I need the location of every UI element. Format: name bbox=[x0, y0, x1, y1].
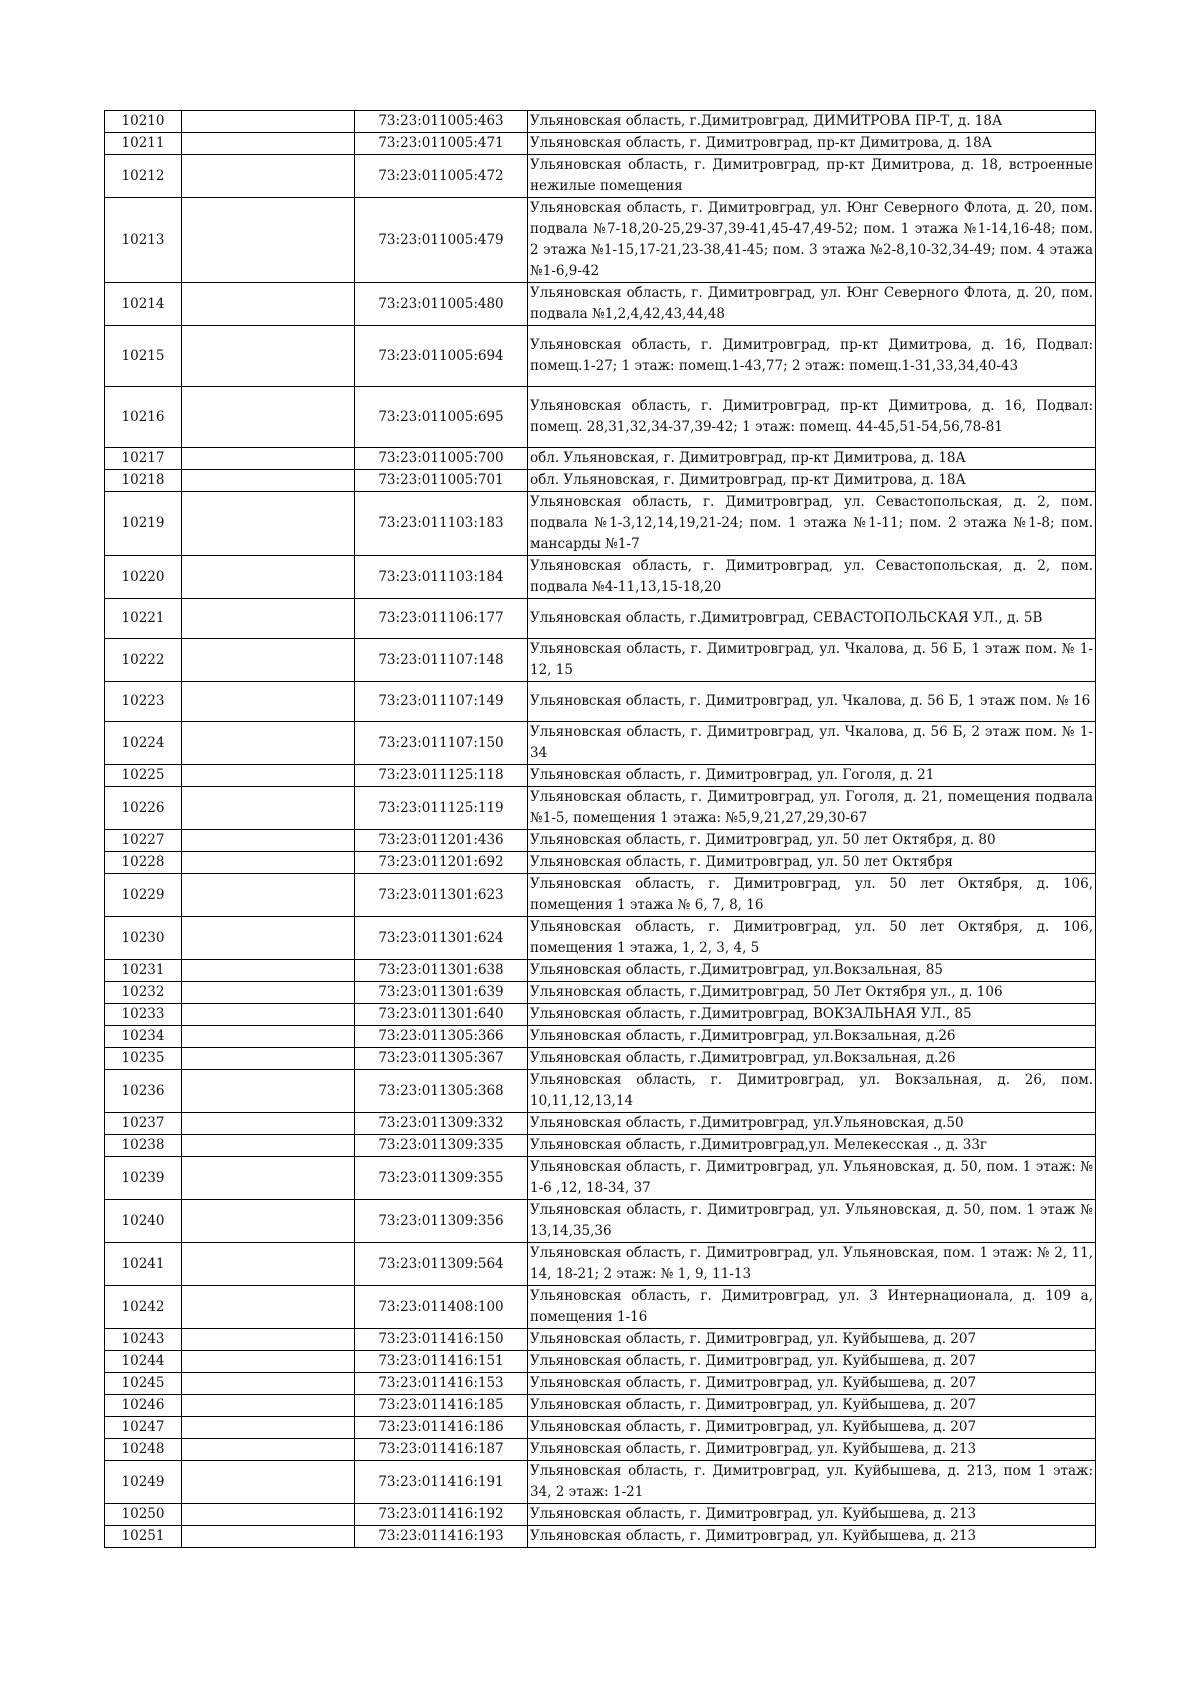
table-row bbox=[105, 1351, 1096, 1373]
row-number-cell: 10244 bbox=[105, 1351, 182, 1373]
row-number-cell: 10242 bbox=[105, 1286, 182, 1329]
cadastral-number-cell: 73:23:011005:480 bbox=[355, 283, 528, 326]
address-cell: Ульяновская область, г. Димитровград, ул. 50 лет Октября, д. 106, помещения 1 этажа, 1, 2, 3, 4, 5 bbox=[528, 917, 1096, 960]
empty-cell bbox=[182, 1504, 355, 1526]
cadastral-number-cell: 73:23:011005:701 bbox=[355, 470, 528, 492]
empty-cell bbox=[182, 874, 355, 917]
table-row bbox=[105, 1373, 1096, 1395]
cadastral-number-cell: 73:23:011103:183 bbox=[355, 492, 528, 556]
cadastral-number-cell: 73:23:011416:186 bbox=[355, 1417, 528, 1439]
empty-cell bbox=[182, 1200, 355, 1243]
address-cell: Ульяновская область, г. Димитровград, ул. 3 Интернационала, д. 109 а, помещения 1-16 bbox=[528, 1286, 1096, 1329]
empty-cell bbox=[182, 599, 355, 639]
cadastral-number-cell: 73:23:011301:623 bbox=[355, 874, 528, 917]
table-row bbox=[105, 1157, 1096, 1200]
row-number-cell: 10217 bbox=[105, 448, 182, 470]
address-cell: Ульяновская область, г.Димитровград,ул. Мелекесская ., д. 33г bbox=[528, 1135, 1096, 1157]
address-cell: Ульяновская область, г.Димитровград, 50 Лет Октября ул., д. 106 bbox=[528, 982, 1096, 1004]
table-row bbox=[105, 198, 1096, 283]
row-number-cell: 10236 bbox=[105, 1070, 182, 1113]
empty-cell bbox=[182, 1417, 355, 1439]
row-number-cell: 10237 bbox=[105, 1113, 182, 1135]
table-row bbox=[105, 1135, 1096, 1157]
empty-cell bbox=[182, 556, 355, 599]
empty-cell bbox=[182, 387, 355, 448]
row-number-cell: 10239 bbox=[105, 1157, 182, 1200]
cadastral-number-cell: 73:23:011103:184 bbox=[355, 556, 528, 599]
row-number-cell: 10233 bbox=[105, 1004, 182, 1026]
table-row bbox=[105, 1526, 1096, 1548]
table-row bbox=[105, 283, 1096, 326]
row-number-cell: 10246 bbox=[105, 1395, 182, 1417]
table-row bbox=[105, 556, 1096, 599]
row-number-cell: 10225 bbox=[105, 765, 182, 787]
cadastral-number-cell: 73:23:011416:191 bbox=[355, 1461, 528, 1504]
empty-cell bbox=[182, 1461, 355, 1504]
empty-cell bbox=[182, 830, 355, 852]
address-cell: Ульяновская область, г. Димитровград, ул. Куйбышева, д. 207 bbox=[528, 1329, 1096, 1351]
empty-cell bbox=[182, 682, 355, 722]
table-row bbox=[105, 155, 1096, 198]
cadastral-number-cell: 73:23:011005:694 bbox=[355, 326, 528, 387]
row-number-cell: 10229 bbox=[105, 874, 182, 917]
empty-cell bbox=[182, 283, 355, 326]
address-cell: Ульяновская область, г. Димитровград, ул. Севастопольская, д. 2, пом. подвала №4-11,13,15-18,20 bbox=[528, 556, 1096, 599]
table-row bbox=[105, 682, 1096, 722]
cadastral-number-cell: 73:23:011309:332 bbox=[355, 1113, 528, 1135]
empty-cell bbox=[182, 1070, 355, 1113]
row-number-cell: 10220 bbox=[105, 556, 182, 599]
empty-cell bbox=[182, 1439, 355, 1461]
cadastral-number-cell: 73:23:011301:638 bbox=[355, 960, 528, 982]
address-cell: Ульяновская область, г. Димитровград, ул. Куйбышева, д. 213 bbox=[528, 1439, 1096, 1461]
cadastral-number-cell: 73:23:011416:192 bbox=[355, 1504, 528, 1526]
cadastral-number-cell: 73:23:011309:335 bbox=[355, 1135, 528, 1157]
cadastral-number-cell: 73:23:011005:463 bbox=[355, 111, 528, 133]
address-cell: Ульяновская область, г. Димитровград, ул. 50 лет Октября bbox=[528, 852, 1096, 874]
registry-table bbox=[104, 110, 1096, 1548]
cadastral-number-cell: 73:23:011201:436 bbox=[355, 830, 528, 852]
address-cell: Ульяновская область, г. Димитровград, ул. Чкалова, д. 56 Б, 1 этаж пом. № 1-12, 15 bbox=[528, 639, 1096, 682]
cadastral-number-cell: 73:23:011416:151 bbox=[355, 1351, 528, 1373]
row-number-cell: 10213 bbox=[105, 198, 182, 283]
table-row bbox=[105, 111, 1096, 133]
empty-cell bbox=[182, 1395, 355, 1417]
address-cell: Ульяновская область, г. Димитровград, ул. 50 лет Октября, д. 80 bbox=[528, 830, 1096, 852]
table-row bbox=[105, 765, 1096, 787]
row-number-cell: 10241 bbox=[105, 1243, 182, 1286]
cadastral-number-cell: 73:23:011408:100 bbox=[355, 1286, 528, 1329]
cadastral-number-cell: 73:23:011005:471 bbox=[355, 133, 528, 155]
table-row bbox=[105, 1461, 1096, 1504]
address-cell: Ульяновская область, г. Димитровград, ул. Гоголя, д. 21, помещения подвала №1-5, помещения 1 этажа: №5,9,21,27,29,30-67 bbox=[528, 787, 1096, 830]
cadastral-number-cell: 73:23:011305:367 bbox=[355, 1048, 528, 1070]
address-cell: Ульяновская область, г. Димитровград, ул. Чкалова, д. 56 Б, 1 этаж пом. № 16 bbox=[528, 682, 1096, 722]
row-number-cell: 10250 bbox=[105, 1504, 182, 1526]
empty-cell bbox=[182, 852, 355, 874]
empty-cell bbox=[182, 765, 355, 787]
table-row bbox=[105, 1504, 1096, 1526]
row-number-cell: 10235 bbox=[105, 1048, 182, 1070]
empty-cell bbox=[182, 133, 355, 155]
table-row bbox=[105, 787, 1096, 830]
document-page bbox=[104, 110, 1096, 1548]
table-row bbox=[105, 1417, 1096, 1439]
address-cell: Ульяновская область, г.Димитровград, ул.Вокзальная, д.26 bbox=[528, 1048, 1096, 1070]
row-number-cell: 10218 bbox=[105, 470, 182, 492]
table-row bbox=[105, 448, 1096, 470]
address-cell: Ульяновская область, г. Димитровград, ул. Юнг Северного Флота, д. 20, пом. подвала №7-18,20-25,29-37,39-41,45-47,49-52; пом. 1 этажа №1-14,16-48; пом. 2 этажа №1-15,17-21,23-38,41-45; пом. 3 этажа №2-8,10-32,34-49; пом. 4 этажа №1-6,9-42 bbox=[528, 198, 1096, 283]
row-number-cell: 10214 bbox=[105, 283, 182, 326]
address-cell: Ульяновская область, г. Димитровград, пр-кт Димитрова, д. 16, Подвал: помещ. 28,31,32,34-37,39-42; 1 этаж: помещ. 44-45,51-54,56,78-81 bbox=[528, 387, 1096, 448]
address-cell: Ульяновская область, г. Димитровград, ул. Куйбышева, д. 213 bbox=[528, 1504, 1096, 1526]
empty-cell bbox=[182, 1157, 355, 1200]
cadastral-number-cell: 73:23:011005:472 bbox=[355, 155, 528, 198]
address-cell: Ульяновская область, г. Димитровград, ул. Ульяновская, д. 50, пом. 1 этаж № 13,14,35,36 bbox=[528, 1200, 1096, 1243]
row-number-cell: 10221 bbox=[105, 599, 182, 639]
table-row bbox=[105, 1004, 1096, 1026]
cadastral-number-cell: 73:23:011005:695 bbox=[355, 387, 528, 448]
address-cell: Ульяновская область, г. Димитровград, ул. Куйбышева, д. 213, пом 1 этаж: 34, 2 этаж: 1-21 bbox=[528, 1461, 1096, 1504]
row-number-cell: 10228 bbox=[105, 852, 182, 874]
table-row bbox=[105, 1026, 1096, 1048]
empty-cell bbox=[182, 982, 355, 1004]
cadastral-number-cell: 73:23:011107:148 bbox=[355, 639, 528, 682]
table-row bbox=[105, 917, 1096, 960]
cadastral-number-cell: 73:23:011416:185 bbox=[355, 1395, 528, 1417]
address-cell: Ульяновская область, г. Димитровград, ул. Вокзальная, д. 26, пом. 10,11,12,13,14 bbox=[528, 1070, 1096, 1113]
cadastral-number-cell: 73:23:011416:153 bbox=[355, 1373, 528, 1395]
address-cell: Ульяновская область, г.Димитровград, ул.Вокзальная, 85 bbox=[528, 960, 1096, 982]
empty-cell bbox=[182, 492, 355, 556]
table-row bbox=[105, 1070, 1096, 1113]
cadastral-number-cell: 73:23:011301:639 bbox=[355, 982, 528, 1004]
empty-cell bbox=[182, 1135, 355, 1157]
empty-cell bbox=[182, 917, 355, 960]
cadastral-number-cell: 73:23:011416:150 bbox=[355, 1329, 528, 1351]
address-cell: Ульяновская область, г. Димитровград, пр-кт Димитрова, д. 16, Подвал: помещ.1-27; 1 этаж: помещ.1-43,77; 2 этаж: помещ.1-31,33,34,40-43 bbox=[528, 326, 1096, 387]
address-cell: Ульяновская область, г. Димитровград, ул. Чкалова, д. 56 Б, 2 этаж пом. № 1-34 bbox=[528, 722, 1096, 765]
row-number-cell: 10247 bbox=[105, 1417, 182, 1439]
table-row bbox=[105, 492, 1096, 556]
cadastral-number-cell: 73:23:011005:700 bbox=[355, 448, 528, 470]
row-number-cell: 10212 bbox=[105, 155, 182, 198]
empty-cell bbox=[182, 1351, 355, 1373]
table-row bbox=[105, 1200, 1096, 1243]
table-row bbox=[105, 639, 1096, 682]
address-cell: Ульяновская область, г. Димитровград, ул. Севастопольская, д. 2, пом. подвала №1-3,12,14,19,21-24; пом. 1 этажа №1-11; пом. 2 этажа №1-8; пом. мансарды №1-7 bbox=[528, 492, 1096, 556]
cadastral-number-cell: 73:23:011125:119 bbox=[355, 787, 528, 830]
address-cell: обл. Ульяновская, г. Димитровград, пр-кт Димитрова, д. 18А bbox=[528, 470, 1096, 492]
address-cell: Ульяновская область, г. Димитровград, ул. Куйбышева, д. 207 bbox=[528, 1417, 1096, 1439]
cadastral-number-cell: 73:23:011305:368 bbox=[355, 1070, 528, 1113]
address-cell: Ульяновская область, г.Димитровград, ул.Ульяновская, д.50 bbox=[528, 1113, 1096, 1135]
table-row bbox=[105, 1243, 1096, 1286]
address-cell: Ульяновская область, г. Димитровград, ул. Ульяновская, пом. 1 этаж: № 2, 11, 14, 18-21; 2 этаж: № 1, 9, 11-13 bbox=[528, 1243, 1096, 1286]
empty-cell bbox=[182, 1373, 355, 1395]
table-row bbox=[105, 326, 1096, 387]
cadastral-number-cell: 73:23:011301:624 bbox=[355, 917, 528, 960]
cadastral-number-cell: 73:23:011201:692 bbox=[355, 852, 528, 874]
row-number-cell: 10224 bbox=[105, 722, 182, 765]
cadastral-number-cell: 73:23:011305:366 bbox=[355, 1026, 528, 1048]
table-row bbox=[105, 960, 1096, 982]
address-cell: Ульяновская область, г. Димитровград, ул. Юнг Северного Флота, д. 20, пом. подвала №1,2,4,42,43,44,48 bbox=[528, 283, 1096, 326]
empty-cell bbox=[182, 198, 355, 283]
address-cell: Ульяновская область, г. Димитровград, ул. Ульяновская, д. 50, пом. 1 этаж: № 1-6 ,12, 18-34, 37 bbox=[528, 1157, 1096, 1200]
address-cell: Ульяновская область, г.Димитровград, ДИМИТРОВА ПР-Т, д. 18А bbox=[528, 111, 1096, 133]
table-row bbox=[105, 1048, 1096, 1070]
cadastral-number-cell: 73:23:011416:187 bbox=[355, 1439, 528, 1461]
table-row bbox=[105, 874, 1096, 917]
table-row bbox=[105, 1395, 1096, 1417]
row-number-cell: 10234 bbox=[105, 1026, 182, 1048]
cadastral-number-cell: 73:23:011309:564 bbox=[355, 1243, 528, 1286]
row-number-cell: 10215 bbox=[105, 326, 182, 387]
empty-cell bbox=[182, 1048, 355, 1070]
table-row bbox=[105, 1113, 1096, 1135]
row-number-cell: 10216 bbox=[105, 387, 182, 448]
empty-cell bbox=[182, 155, 355, 198]
row-number-cell: 10240 bbox=[105, 1200, 182, 1243]
empty-cell bbox=[182, 470, 355, 492]
empty-cell bbox=[182, 722, 355, 765]
cadastral-number-cell: 73:23:011416:193 bbox=[355, 1526, 528, 1548]
address-cell: Ульяновская область, г. Димитровград, ул. 50 лет Октября, д. 106, помещения 1 этажа № 6, 7, 8, 16 bbox=[528, 874, 1096, 917]
row-number-cell: 10249 bbox=[105, 1461, 182, 1504]
cadastral-number-cell: 73:23:011309:356 bbox=[355, 1200, 528, 1243]
empty-cell bbox=[182, 1004, 355, 1026]
table-row bbox=[105, 599, 1096, 639]
table-row bbox=[105, 387, 1096, 448]
cadastral-number-cell: 73:23:011125:118 bbox=[355, 765, 528, 787]
address-cell: Ульяновская область, г.Димитровград, СЕВАСТОПОЛЬСКАЯ УЛ., д. 5В bbox=[528, 599, 1096, 639]
table-row bbox=[105, 1286, 1096, 1329]
address-cell: Ульяновская область, г. Димитровград, ул. Куйбышева, д. 207 bbox=[528, 1351, 1096, 1373]
address-cell: Ульяновская область, г.Димитровград, ВОКЗАЛЬНАЯ УЛ., 85 bbox=[528, 1004, 1096, 1026]
address-cell: Ульяновская область, г. Димитровград, пр-кт Димитрова, д. 18А bbox=[528, 133, 1096, 155]
address-cell: Ульяновская область, г. Димитровград, ул. Куйбышева, д. 207 bbox=[528, 1373, 1096, 1395]
row-number-cell: 10231 bbox=[105, 960, 182, 982]
table-row bbox=[105, 722, 1096, 765]
row-number-cell: 10227 bbox=[105, 830, 182, 852]
empty-cell bbox=[182, 448, 355, 470]
row-number-cell: 10226 bbox=[105, 787, 182, 830]
registry-table-body bbox=[105, 111, 1096, 1548]
cadastral-number-cell: 73:23:011301:640 bbox=[355, 1004, 528, 1026]
row-number-cell: 10232 bbox=[105, 982, 182, 1004]
empty-cell bbox=[182, 1526, 355, 1548]
empty-cell bbox=[182, 1329, 355, 1351]
row-number-cell: 10248 bbox=[105, 1439, 182, 1461]
address-cell: Ульяновская область, г. Димитровград, ул. Куйбышева, д. 207 bbox=[528, 1395, 1096, 1417]
table-row bbox=[105, 1329, 1096, 1351]
empty-cell bbox=[182, 787, 355, 830]
cadastral-number-cell: 73:23:011005:479 bbox=[355, 198, 528, 283]
empty-cell bbox=[182, 111, 355, 133]
row-number-cell: 10251 bbox=[105, 1526, 182, 1548]
table-row bbox=[105, 1439, 1096, 1461]
cadastral-number-cell: 73:23:011107:150 bbox=[355, 722, 528, 765]
empty-cell bbox=[182, 1243, 355, 1286]
empty-cell bbox=[182, 639, 355, 682]
row-number-cell: 10230 bbox=[105, 917, 182, 960]
row-number-cell: 10211 bbox=[105, 133, 182, 155]
empty-cell bbox=[182, 1026, 355, 1048]
empty-cell bbox=[182, 960, 355, 982]
cadastral-number-cell: 73:23:011309:355 bbox=[355, 1157, 528, 1200]
address-cell: Ульяновская область, г. Димитровград, ул. Гоголя, д. 21 bbox=[528, 765, 1096, 787]
table-row bbox=[105, 982, 1096, 1004]
address-cell: Ульяновская область, г. Димитровград, пр-кт Димитрова, д. 18, встроенные нежилые помещения bbox=[528, 155, 1096, 198]
row-number-cell: 10238 bbox=[105, 1135, 182, 1157]
row-number-cell: 10222 bbox=[105, 639, 182, 682]
row-number-cell: 10245 bbox=[105, 1373, 182, 1395]
table-row bbox=[105, 133, 1096, 155]
row-number-cell: 10243 bbox=[105, 1329, 182, 1351]
cadastral-number-cell: 73:23:011106:177 bbox=[355, 599, 528, 639]
cadastral-number-cell: 73:23:011107:149 bbox=[355, 682, 528, 722]
table-row bbox=[105, 852, 1096, 874]
address-cell: Ульяновская область, г. Димитровград, ул. Куйбышева, д. 213 bbox=[528, 1526, 1096, 1548]
row-number-cell: 10223 bbox=[105, 682, 182, 722]
table-row bbox=[105, 470, 1096, 492]
row-number-cell: 10219 bbox=[105, 492, 182, 556]
empty-cell bbox=[182, 1286, 355, 1329]
table-row bbox=[105, 830, 1096, 852]
address-cell: обл. Ульяновская, г. Димитровград, пр-кт Димитрова, д. 18А bbox=[528, 448, 1096, 470]
empty-cell bbox=[182, 1113, 355, 1135]
empty-cell bbox=[182, 326, 355, 387]
row-number-cell: 10210 bbox=[105, 111, 182, 133]
address-cell: Ульяновская область, г.Димитровград, ул.Вокзальная, д.26 bbox=[528, 1026, 1096, 1048]
